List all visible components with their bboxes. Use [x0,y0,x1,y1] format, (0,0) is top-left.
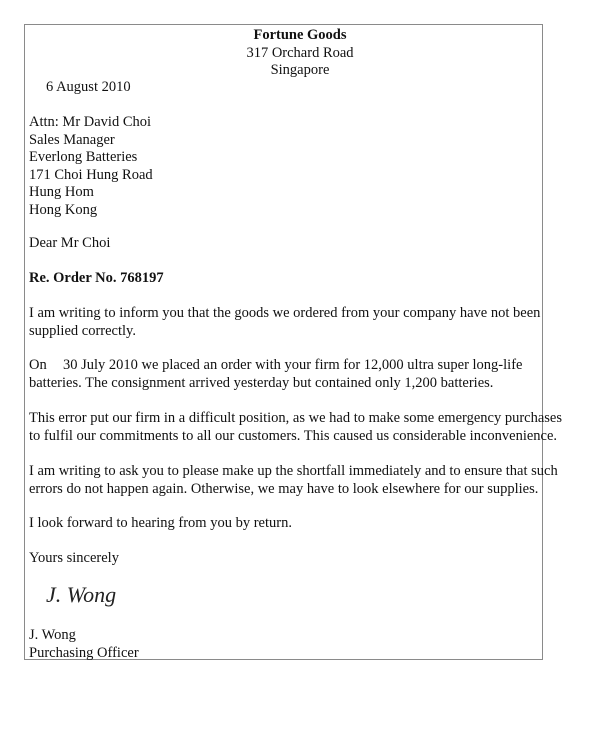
letter-date: 6 August 2010 [46,79,131,95]
paragraph-5: I look forward to hearing from you by return. [29,515,292,531]
recipient-region: Hong Kong [29,201,98,218]
recipient-street: 171 Choi Hung Road [29,166,153,183]
paragraph-3-line-1: This error put our firm in a difficult position, as we had to make some emergency purchases [29,410,563,426]
paragraph-1 [29,305,540,340]
paragraph-2-line-1 [29,357,522,375]
paragraph-2-line-2: batteries. The consignment arrived yesterday but contained only 1,200 batteries. [29,374,494,391]
paragraph-1-line-1: I am writing to inform you that the goods we ordered from your company have not been [29,305,541,321]
recipient-company: Everlong Batteries [29,149,138,166]
signer-name: J. Wong [29,627,76,643]
sender-company: Fortune Goods [253,27,347,43]
recipient-title: Sales Manager [29,131,115,148]
recipient-attn: Attn: Mr David Choi [29,114,152,130]
salutation: Dear Mr Choi [29,235,111,251]
recipient-district: Hung Hom [29,184,94,201]
paragraph-4 [29,463,558,498]
sender-city: Singapore [270,62,330,78]
subject-line: Re. Order No. 768197 [29,270,164,286]
paragraph-3 [29,410,562,445]
paragraph-2 [29,357,522,392]
paragraph-2-on: On [29,357,47,373]
paragraph-1-line-2: supplied correctly. [29,322,136,339]
letterhead [0,27,600,80]
signer-title: Purchasing Officer [29,644,139,661]
paragraph-2-line-1-text: 30 July 2010 we placed an order with your firm for 12,000 ultra super long-life [63,357,523,373]
paragraph-4-line-2: errors do not happen again. Otherwise, we may have to look elsewhere for our supplies. [29,480,539,497]
signer-block [29,627,139,662]
sender-street: 317 Orchard Road [246,44,354,61]
paragraph-4-line-1: I am writing to ask you to please make up the shortfall immediately and to ensure that such [29,463,558,479]
complimentary-closing: Yours sincerely [29,550,119,566]
recipient-address [29,114,153,220]
handwritten-signature: J. Wong [46,582,117,607]
paragraph-3-line-2: to fulfil our commitments to all our customers. This caused us considerable inconvenience. [29,427,558,444]
